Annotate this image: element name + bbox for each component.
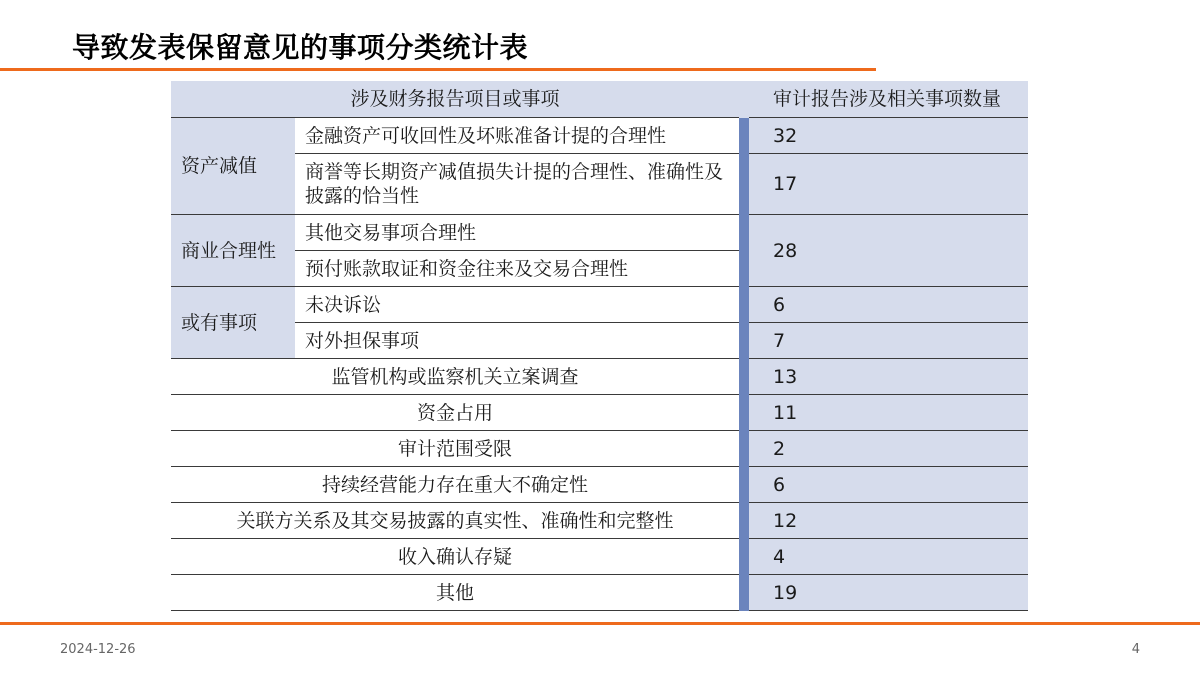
footer-date: 2024-12-26 (60, 642, 136, 657)
count-cell: 2 (749, 431, 1028, 467)
item-cell: 金融资产可收回性及坏账准备计提的合理性 (295, 118, 739, 154)
item-cell: 监管机构或监察机关立案调查 (171, 359, 739, 395)
column-separator (739, 81, 749, 118)
table-row (171, 359, 1028, 395)
count-cell: 6 (749, 467, 1028, 503)
item-cell: 商誉等长期资产减值损失计提的合理性、准确性及披露的恰当性 (295, 154, 739, 215)
header-row (171, 81, 1028, 118)
count-cell: 32 (749, 118, 1028, 154)
item-cell: 未决诉讼 (295, 287, 739, 323)
footer-rule (0, 622, 1200, 625)
item-cell: 持续经营能力存在重大不确定性 (171, 467, 739, 503)
table-row (171, 154, 1028, 215)
count-cell: 6 (749, 287, 1028, 323)
column-separator (739, 539, 749, 575)
statistics-table (171, 81, 1028, 611)
count-cell: 17 (749, 154, 1028, 215)
item-cell: 资金占用 (171, 395, 739, 431)
column-separator (739, 467, 749, 503)
item-cell: 审计范围受限 (171, 431, 739, 467)
count-cell: 12 (749, 503, 1028, 539)
item-cell: 其他交易事项合理性 (295, 215, 739, 251)
table-row (171, 395, 1028, 431)
count-cell: 11 (749, 395, 1028, 431)
count-cell: 28 (749, 215, 1028, 287)
table-row (171, 323, 1028, 359)
column-separator (739, 359, 749, 395)
category-cell: 资产减值 (171, 118, 295, 215)
column-separator (739, 154, 749, 215)
count-cell: 4 (749, 539, 1028, 575)
column-separator (739, 251, 749, 287)
table-row (171, 118, 1028, 154)
column-separator (739, 287, 749, 323)
count-cell: 19 (749, 575, 1028, 611)
table-row (171, 503, 1028, 539)
item-cell: 收入确认存疑 (171, 539, 739, 575)
table-row (171, 575, 1028, 611)
item-cell: 其他 (171, 575, 739, 611)
table-row (171, 215, 1028, 251)
column-separator (739, 395, 749, 431)
item-cell: 对外担保事项 (295, 323, 739, 359)
table-row (171, 287, 1028, 323)
category-cell: 商业合理性 (171, 215, 295, 287)
column-separator (739, 575, 749, 611)
column-separator (739, 215, 749, 251)
item-cell: 预付账款取证和资金往来及交易合理性 (295, 251, 739, 287)
page-title: 导致发表保留意见的事项分类统计表 (72, 31, 529, 64)
table-row (171, 467, 1028, 503)
column-separator (739, 118, 749, 154)
count-cell: 13 (749, 359, 1028, 395)
column-separator (739, 323, 749, 359)
title-rule (0, 68, 876, 71)
column-separator (739, 503, 749, 539)
category-cell: 或有事项 (171, 287, 295, 359)
count-cell: 7 (749, 323, 1028, 359)
header-item: 涉及财务报告项目或事项 (171, 81, 739, 118)
item-cell: 关联方关系及其交易披露的真实性、准确性和完整性 (171, 503, 739, 539)
table-row (171, 539, 1028, 575)
header-count: 审计报告涉及相关事项数量 (749, 81, 1028, 118)
column-separator (739, 431, 749, 467)
page-number: 4 (1131, 642, 1140, 657)
table-row (171, 431, 1028, 467)
